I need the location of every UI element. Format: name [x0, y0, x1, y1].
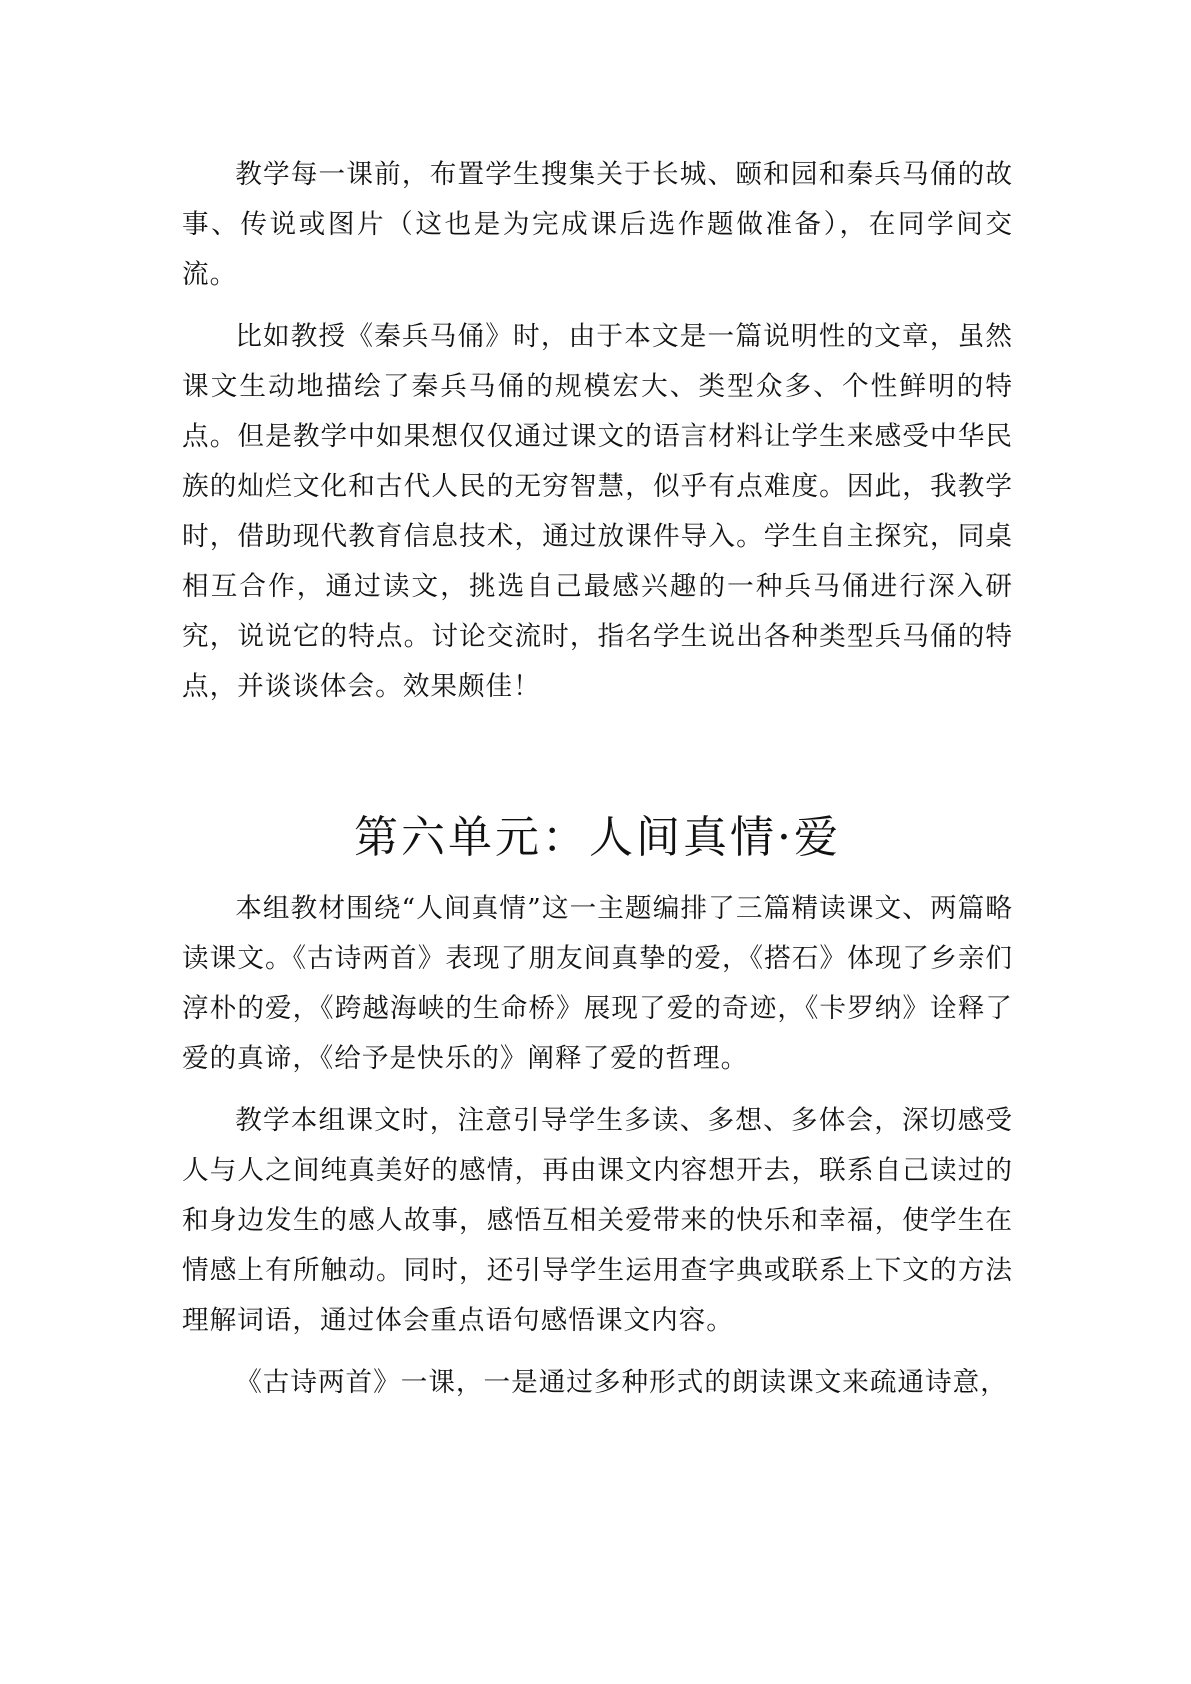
paragraph-teaching-approach: 教学本组课文时，注意引导学生多读、多想、多体会，深切感受人与人之间纯真美好的感情，再由课文内容想开去，联系自己读过的和身边发生的感人故事，感悟互相关爱带来的快乐和幸福，使学生在情感上有所触动。同时，还引导学生运用查字典或联系上下文的方法理解词语，通过体会重点语句感悟课文内容。	[182, 1105, 1013, 1336]
page-content	[182, 150, 1013, 1408]
paragraph-terracotta-teaching: 比如教授《秦兵马俑》时，由于本文是一篇说明性的文章，虽然课文生动地描绘了秦兵马俑的规模宏大、类型众多、个性鲜明的特点。但是教学中如果想仅仅通过课文的语言材料让学生来感受中华民族的灿烂文化和古代人民的无穷智慧，似乎有点难度。因此，我教学时，借助现代教育信息技术，通过放课件导入。学生自主探究，同桌相互合作，通过读文，挑选自己最感兴趣的一种兵马俑进行深入研究，说说它的特点。讨论交流时，指名学生说出各种类型兵马俑的特点，并谈谈体会。效果颇佳！	[182, 321, 1013, 702]
section-title-unit-six: 第六单元：人间真情·爱	[354, 812, 841, 863]
paragraph-ancient-poems: 《古诗两首》一课，一是通过多种形式的朗读课文来疏通诗意，	[235, 1367, 1008, 1398]
paragraph-collect-stories: 教学每一课前，布置学生搜集关于长城、颐和园和秦兵马俑的故事、传说或图片（这也是为完成课后选作题做准备），在同学间交流。	[182, 159, 1013, 290]
paragraph-unit-overview: 本组教材围绕“人间真情”这一主题编排了三篇精读课文、两篇略读课文。《古诗两首》表现了朋友间真挚的爱，《搭石》体现了乡亲们淳朴的爱，《跨越海峡的生命桥》展现了爱的奇迹，《卡罗纳》诠释了爱的真谛，《给予是快乐的》阐释了爱的哲理。	[182, 893, 1013, 1074]
